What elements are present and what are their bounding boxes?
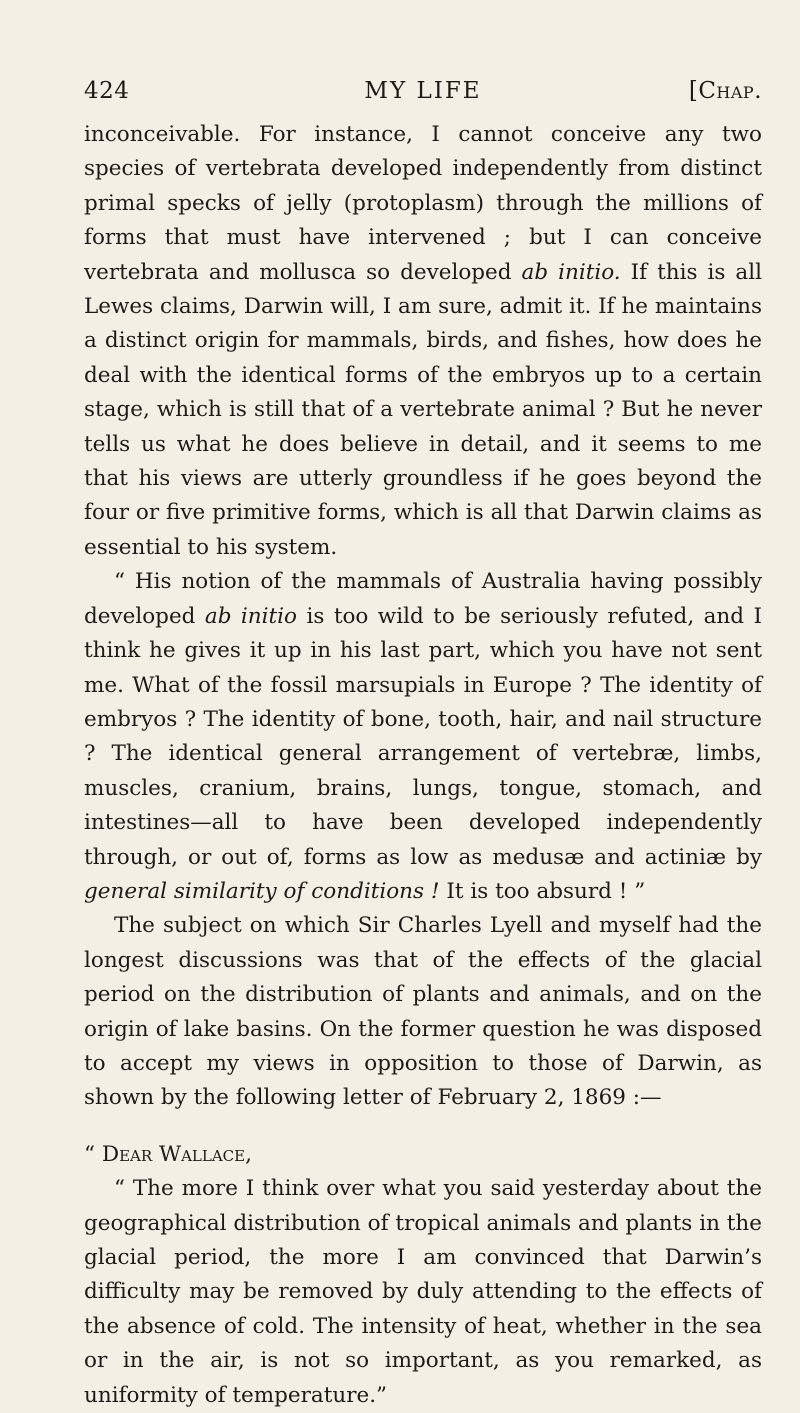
paragraph-1-part-c: If this is all Lewes claims, Darwin will, I am sure, admit it. If he maintains a distinct origin for mammals, birds, and fishes, how does he deal with the identical forms of the embryos up to a certain stage, which is still that of a vertebrate animal ? But he never tells us what he does believe in detail, and it seems to me that his views are utterly groundless if he goes beyond the four or five primitive forms, which is all that Darwin claims as essential to his system. [84, 259, 762, 560]
running-title: MY LIFE [364, 78, 482, 104]
paragraph-1-italic: ab initio. [521, 259, 621, 285]
paragraph-2 [84, 565, 762, 909]
running-head [84, 78, 762, 114]
chapter-label: [Chap. [688, 78, 762, 104]
page-number: 424 [84, 78, 130, 104]
paragraph-2-part-a: “ His notion of the mammals of Australia having possibly developed [84, 569, 762, 629]
paragraph-2-italic-1: ab initio [204, 603, 297, 629]
paragraph-2-italic-2: general similarity of conditions ! [84, 878, 440, 904]
paragraph-1 [84, 118, 762, 565]
paragraph-3: The subject on which Sir Charles Lyell and myself had the longest discussions was that of the effects of the glacial period on the distribution of plants and animals, and on the origin of lake basins. On the former question he was disposed to accept my views in opposition to those of Darwin, as shown by the following letter of February 2, 1869 :— [84, 913, 762, 1111]
paragraph-4: “ The more I think over what you said yesterday about the geographical distribution of tropical animals and plants in the glacial period, the more I am convinced that Darwin’s difficulty may be removed by duly attending to the effects of the absence of cold. The intensity of heat, whether in the sea or in the air, is not so important, as you remarked, as uniformity of temperature.” [84, 1176, 762, 1408]
paragraph-2-part-e: It is too absurd ! ” [439, 878, 646, 904]
letter-salutation: “ Dear Wallace, [84, 1141, 252, 1167]
paragraph-1-part-a: inconceivable. For instance, I cannot conceive any two species of vertebrata developed independently from distinct primal specks of jelly (protoplasm) through the millions of forms that must have intervened ; but I can conceive vertebrata and mollusca so developed [84, 122, 762, 285]
body-text [84, 118, 762, 1413]
paragraph-2-part-c: is too wild to be seriously refuted, and I think he gives it up in his last part, which you have not sent me. What of the fossil marsupials in Europe ? The identity of embryos ? The identity of bone, tooth, hair, and nail structure ? The identical general arrangement of vertebræ, limbs, muscles, cranium, brains, lungs, tongue, stomach, and intestines—all to have been developed independently through, or out of, forms as low as medusæ and actiniæ by [84, 603, 762, 870]
